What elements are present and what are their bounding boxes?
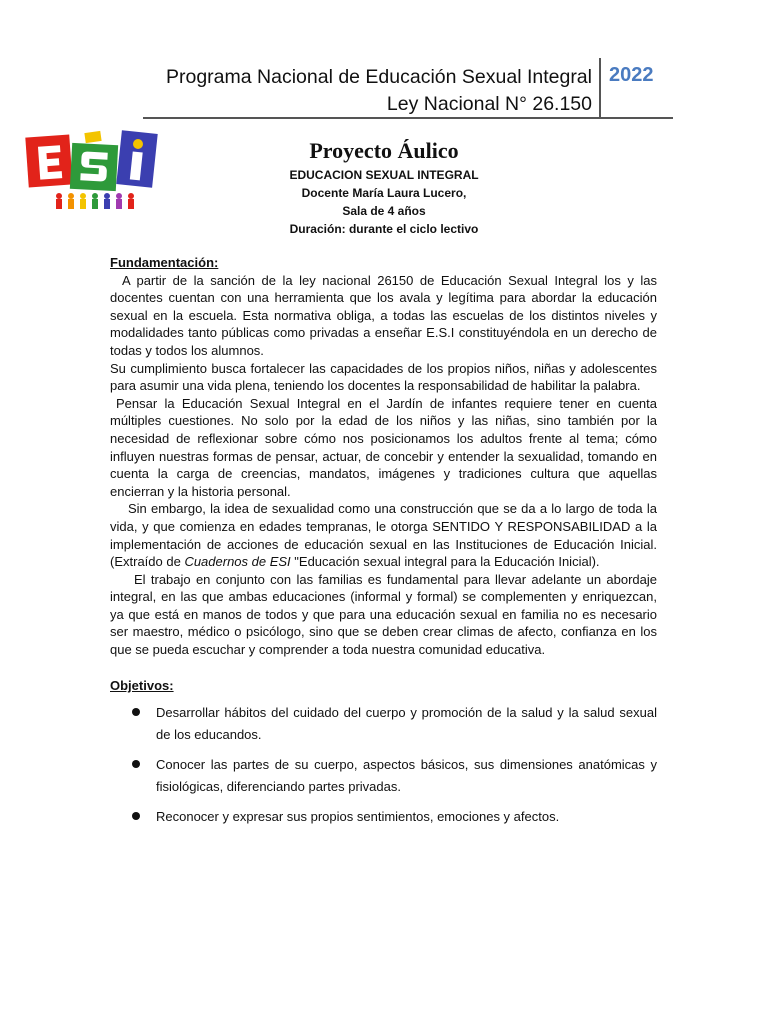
subtitle: EDUCACION SEXUAL INTEGRAL [289,168,479,182]
paragraph [110,500,657,570]
bullet-icon [132,760,140,768]
bullet-icon [132,812,140,820]
law-number: Ley Nacional N° 26.150 [386,93,592,115]
citation-title: Cuadernos de ESI [184,554,291,570]
list-item: Reconocer y expresar sus propios sentimientos, emociones y afectos. [110,806,657,828]
duration-label: Duración: durante el ciclo lectivo [289,222,479,236]
document-title: Proyecto Áulico [309,138,459,163]
header-title [166,64,592,118]
document-header [100,58,672,118]
room-label: Sala de 4 años [342,204,426,218]
list-item: Desarrollar hábitos del cuidado del cuerpo y promoción de la salud y la salud sexual de los educandos. [110,702,657,746]
list-item: Conocer las partes de su cuerpo, aspectos básicos, sus dimensiones anatómicas y fisiológicas, diferenciando partes privadas. [110,754,657,798]
objetivos-heading: Objetivos: [110,677,174,693]
objectives-list [110,702,657,828]
program-title: Programa Nacional de Educación Sexual Integral [165,66,592,88]
paragraph-text: "Educación sexual integral para la Educación Inicial). [290,554,600,570]
paragraph: Su cumplimiento busca fortalecer las capacidades de los propios niños, niñas y adolescentes para asumir una vida plena, teniendo los docentes la responsabilidad de habilitar la palabra. [110,360,657,394]
header-divider-horizontal [143,117,673,119]
esi-logo [25,128,163,214]
paragraph: A partir de la sanción de la ley nacional 26150 de Educación Sexual Integral los y las docentes cuentan con una herramienta que los avala y legítima para abordar la educación sexual en la escuela. Esta normativa obliga, a todas las escuelas de los distintos niveles y modalidades tanto públicas como privadas a enseñar E.S.I constituyéndola en un derecho de todas y todos los alumnos. [110,272,657,358]
document-body [110,254,657,836]
title-block [184,136,584,238]
fundamentacion-heading: Fundamentación: [110,255,219,270]
teacher-name: Docente María Laura Lucero, [301,186,467,200]
header-year: 2022 [609,64,654,86]
header-divider-vertical [599,58,601,118]
paragraph: El trabajo en conjunto con las familias es fundamental para llevar adelante un abordaje integral, en las que ambas educaciones (informal y formal) se complementen y enriquezcan, ya que está en manos de todos y que para una educación sexual en familia no es necesario ser maestro, médico o psicólogo, sino que se deben crear climas de afecto, confianza en los que se pueda escuchar y comprender a toda nuestra comunidad educativa. [110,571,657,658]
paragraph: Pensar la Educación Sexual Integral en el Jardín de infantes requiere tener en cuenta múltiples cuestiones. No solo por la edad de los niños y las niñas, sino también por la necesidad de reflexionar sobre cómo nos posicionamos los adultos frente al tema; cómo influyen nuestras formas de pensar, actuar, de concebir y entender la sexualidad, tomando en cuenta la carga de creencias, mandatos, imágenes y tradiciones cultura que aquellas encierran y la historia personal. [110,395,657,499]
bullet-icon [132,708,140,716]
paragraph-text: Sin embargo, la idea de sexualidad como una construcción que se da a lo largo de toda la vida, y que comienza en edades tempranas, le otorga SENTIDO Y RESPONSABILIDAD a la implementación de acciones de educación sexual en las Instituciones de Educación Inicial. (Extraído de [110,501,657,570]
